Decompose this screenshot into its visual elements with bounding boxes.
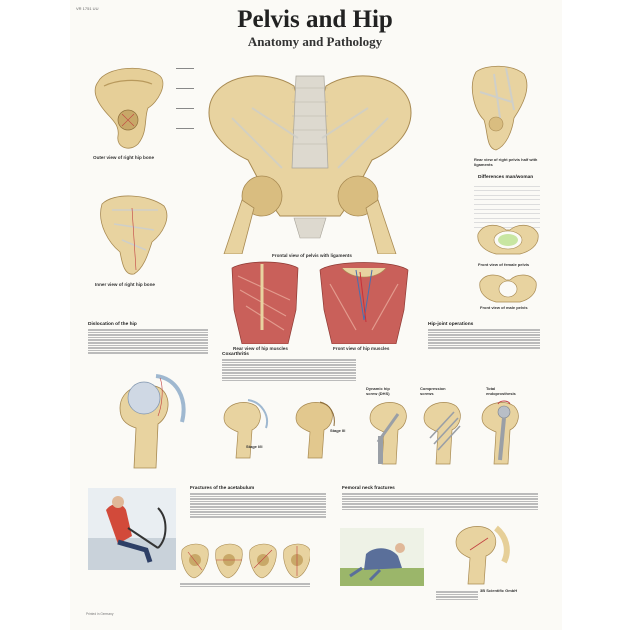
rear-pelvis-half-figure bbox=[466, 62, 536, 154]
acetabulum-fracture-figures bbox=[180, 542, 310, 580]
heading-dislocation: Dislocation of the hip bbox=[88, 322, 137, 327]
femoral-neck-fracture-figure bbox=[448, 520, 518, 586]
caption-stage-3: Stage III bbox=[330, 428, 346, 433]
label-line bbox=[176, 88, 194, 89]
total-endoprosthesis-figure bbox=[474, 398, 536, 466]
coxarthritis-text bbox=[222, 358, 356, 396]
label-line bbox=[176, 68, 194, 69]
outer-hip-bone-figure bbox=[86, 62, 176, 154]
dhs-figure bbox=[364, 398, 418, 466]
front-hip-muscles-figure bbox=[316, 260, 412, 344]
heading-operations: Hip-joint operations bbox=[428, 322, 474, 327]
caption-frontal-view: Frontal view of pelvis with ligaments bbox=[272, 253, 352, 258]
female-pelvis-figure bbox=[476, 222, 540, 260]
caption-rear-pelvis-half: Rear view of right pelvis half with ligaments bbox=[474, 157, 538, 167]
heading-acetabulum: Fractures of the acetabulum bbox=[190, 486, 255, 491]
compression-screws-figure bbox=[418, 398, 472, 466]
caption-dhs: Dynamic hip screw (DHS) bbox=[366, 386, 390, 396]
imprint-text bbox=[436, 590, 478, 606]
acetabulum-fracture-labels bbox=[180, 582, 310, 590]
dislocation-figure bbox=[100, 368, 194, 472]
inner-hip-bone-figure bbox=[92, 190, 178, 280]
operations-text bbox=[428, 328, 540, 362]
caption-female-pelvis: Front view of female pelvis bbox=[478, 262, 530, 267]
frontal-pelvis-figure bbox=[202, 68, 418, 254]
caption-male-pelvis: Front view of male pelvis bbox=[480, 305, 528, 310]
poster-title: Pelvis and Hip bbox=[237, 6, 393, 33]
caption-compression: Compression screws bbox=[420, 386, 446, 396]
footer-print-note: Printed in Germany bbox=[86, 612, 114, 616]
heading-coxarthritis: Coxarthritis bbox=[222, 352, 249, 357]
car-accident-figure bbox=[88, 488, 176, 570]
fall-figure bbox=[340, 528, 424, 586]
dislocation-text bbox=[88, 328, 208, 368]
poster-subtitle: Anatomy and Pathology bbox=[247, 34, 383, 49]
caption-rear-muscles: Rear view of hip muscles bbox=[233, 346, 288, 351]
femoral-neck-text bbox=[342, 492, 538, 522]
acetabulum-text bbox=[190, 492, 326, 534]
rear-hip-muscles-figure bbox=[226, 260, 304, 344]
caption-stage-1-2: Stage I/II bbox=[246, 444, 263, 449]
caption-front-muscles: Front view of hip muscles bbox=[333, 346, 390, 351]
label-line bbox=[176, 128, 194, 129]
caption-outer-view: Outer view of right hip bone bbox=[93, 155, 154, 160]
heading-femoral-neck: Femoral neck fractures bbox=[342, 486, 395, 491]
publisher-logo: 3B Scientific GmbH bbox=[480, 588, 518, 593]
coxarthritis-stage-1-2-figure bbox=[218, 396, 274, 460]
caption-inner-view: Inner view of right hip bone bbox=[95, 282, 155, 287]
male-pelvis-figure bbox=[476, 272, 540, 306]
caption-total: Total endoprosthesis bbox=[486, 386, 516, 396]
label-line bbox=[176, 108, 194, 109]
heading-differences: Differences man/woman bbox=[478, 175, 534, 180]
product-code: VR 1751 UU bbox=[76, 6, 99, 11]
